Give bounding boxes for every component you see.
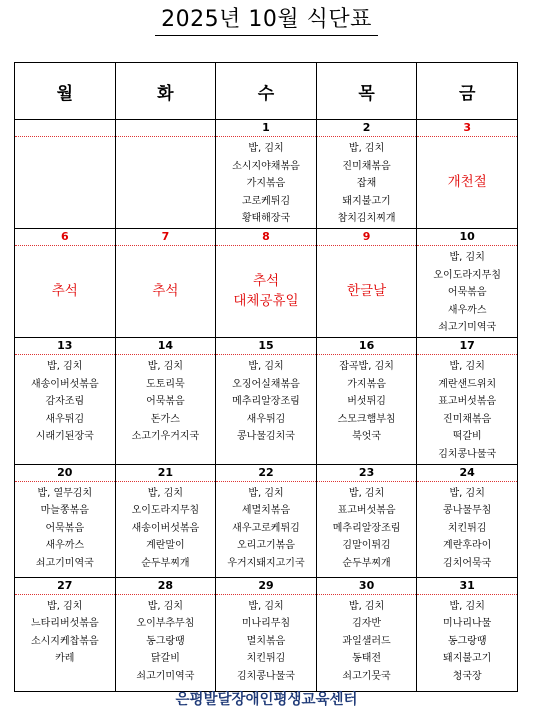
- date-number: 30: [317, 578, 417, 595]
- menu-item: 마늘쫑볶음: [40, 505, 89, 517]
- date-number: 22: [216, 465, 316, 482]
- menu-item: 동태전: [352, 653, 382, 665]
- menu-item: 세멸치볶음: [241, 505, 291, 517]
- menu-item: 밥, 김치: [147, 487, 184, 499]
- menu-item: 표고버섯볶음: [438, 396, 497, 408]
- menu-item: 밥, 김치: [248, 360, 284, 372]
- day-cell: [316, 228, 417, 337]
- menu-item: 오리고기볶음: [237, 540, 295, 552]
- menu-item: 계란말이: [146, 540, 185, 552]
- holiday-name: 대체공휴일: [233, 293, 299, 310]
- menu-list: [417, 355, 517, 464]
- holiday-label: [417, 137, 517, 228]
- menu-item: 밥, 김치: [449, 600, 485, 612]
- menu-item: 우거지돼지고기국: [227, 557, 305, 569]
- menu-list: [216, 355, 316, 446]
- weekday-header-tue: 화: [115, 63, 216, 120]
- menu-item: 김치어묵국: [443, 557, 492, 569]
- menu-list: [417, 482, 517, 573]
- day-cell: [15, 577, 116, 691]
- date-number: [15, 120, 115, 137]
- day-cell: [115, 228, 216, 337]
- date-number: 15: [216, 338, 316, 355]
- day-cell: [15, 464, 116, 577]
- date-number: 14: [116, 338, 216, 355]
- menu-item: 과일샐러드: [342, 635, 391, 647]
- menu-item: 미나리무침: [241, 618, 291, 630]
- day-cell: [417, 337, 518, 464]
- day-cell: [417, 577, 518, 691]
- menu-item: 카레: [55, 653, 75, 665]
- menu-item: 가지볶음: [246, 178, 286, 190]
- date-number: 9: [317, 229, 417, 246]
- menu-item: 순두부찌개: [141, 557, 190, 569]
- menu-list: [116, 482, 216, 573]
- day-cell: [216, 337, 317, 464]
- menu-item: 계란샌드위치: [438, 378, 497, 390]
- date-number: 29: [216, 578, 316, 595]
- menu-item: 오징어실채볶음: [232, 378, 300, 390]
- menu-item: 밥, 김치: [147, 600, 184, 612]
- menu-item: 밥, 김치: [348, 600, 385, 612]
- menu-item: 치킨튀김: [246, 653, 286, 665]
- menu-list: [317, 595, 417, 686]
- meal-calendar-table: [14, 62, 518, 692]
- menu-item: 콩나물김치국: [237, 431, 295, 443]
- menu-list: [116, 595, 216, 686]
- menu-item: 밥, 김치: [449, 360, 485, 372]
- menu-item: 어묵볶음: [146, 396, 185, 408]
- day-cell: [15, 228, 116, 337]
- menu-item: 새우고로케튀김: [232, 522, 300, 534]
- menu-item: 동그랑땡: [146, 635, 185, 647]
- day-cell: [417, 464, 518, 577]
- holiday-label: [216, 246, 316, 337]
- menu-item: 쇠고기뭇국: [342, 670, 391, 682]
- menu-list: [116, 355, 216, 446]
- menu-item: 진미채볶음: [443, 413, 492, 425]
- menu-item: 치킨튀김: [447, 522, 487, 534]
- menu-item: 미나리나물: [443, 618, 492, 630]
- day-cell: [417, 228, 518, 337]
- menu-item: 어묵볶음: [447, 287, 487, 299]
- menu-list: [216, 595, 316, 686]
- menu-item: 오이도라지무침: [433, 269, 501, 281]
- menu-item: 고로케튀김: [241, 195, 291, 207]
- menu-item: 쇠고기미역국: [136, 670, 195, 682]
- menu-list: [15, 355, 115, 446]
- date-number: 17: [417, 338, 517, 355]
- week-row: [15, 577, 518, 691]
- menu-item: 새우까스: [447, 304, 487, 316]
- menu-item: 감자조림: [45, 396, 85, 408]
- day-cell: [216, 228, 317, 337]
- day-cell: [115, 464, 216, 577]
- weekday-header-mon: 월: [15, 63, 116, 120]
- day-cell: [417, 120, 518, 229]
- menu-item: 도토리묵: [146, 378, 185, 390]
- day-cell: [115, 120, 216, 229]
- weekday-header-wed: 수: [216, 63, 317, 120]
- menu-item: 어묵볶음: [45, 522, 85, 534]
- date-number: 28: [116, 578, 216, 595]
- menu-item: 김치콩나물국: [237, 670, 295, 682]
- menu-list: [15, 137, 115, 140]
- menu-item: 동그랑땡: [447, 635, 487, 647]
- day-cell: [216, 577, 317, 691]
- weekday-header-thu: 목: [316, 63, 417, 120]
- date-number: 3: [417, 120, 517, 137]
- menu-item: 느타리버섯볶음: [30, 618, 99, 630]
- menu-item: 김자반: [352, 618, 382, 630]
- date-number: 16: [317, 338, 417, 355]
- menu-item: 새우까스: [45, 540, 85, 552]
- menu-item: 북엇국: [352, 431, 382, 443]
- menu-item: 돈가스: [150, 413, 180, 425]
- menu-item: 밥, 열무김치: [37, 487, 93, 499]
- week-row: [15, 464, 518, 577]
- day-cell: [115, 577, 216, 691]
- page-title: 2025년 10월 식단표: [155, 2, 378, 36]
- holiday-label: [317, 246, 417, 337]
- menu-item: 콩나물무침: [443, 505, 492, 517]
- menu-item: 새송이버섯볶음: [131, 522, 200, 534]
- date-number: 13: [15, 338, 115, 355]
- menu-list: [15, 595, 115, 668]
- menu-list: [216, 137, 316, 228]
- menu-list: [15, 482, 115, 573]
- menu-item: 쇠고기미역국: [438, 322, 497, 334]
- day-cell: [316, 337, 417, 464]
- date-number: 2: [317, 120, 417, 137]
- holiday-label: [15, 246, 115, 337]
- menu-item: 메추리알장조림: [232, 396, 300, 408]
- menu-item: 밥, 김치: [348, 143, 385, 154]
- menu-item: 멸치볶음: [246, 635, 286, 647]
- menu-item: 닭갈비: [150, 653, 180, 665]
- menu-item: 밥, 김치: [348, 487, 385, 499]
- menu-item: 돼지불고기: [342, 195, 391, 207]
- date-number: 23: [317, 465, 417, 482]
- menu-item: 참치김치찌개: [337, 213, 396, 225]
- day-cell: [115, 337, 216, 464]
- day-cell: [316, 577, 417, 691]
- weekday-header-fri: 금: [417, 63, 518, 120]
- menu-item: 오이부추무침: [136, 618, 195, 630]
- menu-list: [317, 355, 417, 446]
- menu-item: 밥, 김치: [47, 600, 83, 612]
- menu-item: 밥, 김치: [449, 487, 485, 499]
- menu-item: 잡채: [356, 178, 377, 190]
- menu-item: 밥, 김치: [147, 360, 184, 372]
- menu-item: 시래기된장국: [35, 431, 94, 443]
- week-row: [15, 228, 518, 337]
- menu-list: [216, 482, 316, 573]
- menu-item: 김치콩나물국: [438, 448, 497, 460]
- menu-item: 진미채볶음: [342, 160, 391, 172]
- date-number: [116, 120, 216, 137]
- menu-item: 청국장: [452, 670, 482, 682]
- day-cell: [15, 120, 116, 229]
- holiday-name: 추석: [152, 283, 179, 300]
- menu-item: 돼지불고기: [443, 653, 492, 665]
- day-cell: [316, 120, 417, 229]
- menu-list: [417, 246, 517, 337]
- menu-list: [417, 595, 517, 686]
- holiday-name: 추석: [252, 273, 280, 290]
- menu-item: 밥, 김치: [449, 251, 485, 263]
- day-cell: [15, 337, 116, 464]
- holiday-name: 추석: [51, 283, 78, 300]
- menu-item: 순두부찌개: [342, 557, 391, 569]
- date-number: 21: [116, 465, 216, 482]
- date-number: 31: [417, 578, 517, 595]
- menu-item: 스모크햄부침: [337, 413, 396, 425]
- menu-item: 버섯튀김: [347, 396, 386, 408]
- menu-item: 소시지케찹볶음: [30, 635, 99, 647]
- date-number: 24: [417, 465, 517, 482]
- menu-item: 메추리알장조림: [332, 522, 401, 534]
- date-number: 8: [216, 229, 316, 246]
- weekday-header-row: [15, 63, 518, 120]
- menu-item: 새송이버섯볶음: [30, 378, 99, 390]
- menu-item: 김말이튀김: [342, 540, 391, 552]
- date-number: 1: [216, 120, 316, 137]
- menu-item: 가지볶음: [347, 378, 386, 390]
- day-cell: [216, 120, 317, 229]
- date-number: 6: [15, 229, 115, 246]
- holiday-name: 한글날: [347, 283, 387, 300]
- menu-item: 떡갈비: [452, 431, 482, 443]
- menu-item: 밥, 김치: [248, 600, 284, 612]
- holiday-label: [116, 246, 216, 337]
- menu-item: 밥, 김치: [248, 143, 284, 154]
- day-cell: [316, 464, 417, 577]
- menu-item: 오이도라지무침: [131, 505, 200, 517]
- week-row: [15, 337, 518, 464]
- menu-item: 밥, 김치: [47, 360, 83, 372]
- day-cell: [216, 464, 317, 577]
- footer-organization: 은평발달장애인평생교육센터: [175, 692, 358, 708]
- date-number: 20: [15, 465, 115, 482]
- date-number: 27: [15, 578, 115, 595]
- menu-list: [116, 137, 216, 140]
- menu-item: 황태해장국: [241, 213, 291, 225]
- menu-item: 소시지야채볶음: [232, 160, 300, 172]
- menu-item: 밥, 김치: [248, 487, 284, 499]
- menu-item: 표고버섯볶음: [337, 505, 396, 517]
- date-number: 7: [116, 229, 216, 246]
- holiday-name: 개천절: [447, 174, 487, 191]
- menu-item: 쇠고기미역국: [35, 557, 94, 569]
- menu-item: 잡곡밥, 김치: [339, 360, 394, 372]
- menu-item: 새우튀김: [45, 413, 85, 425]
- menu-item: 소고기우거지국: [131, 431, 200, 443]
- week-row: [15, 120, 518, 229]
- menu-item: 계란후라이: [443, 540, 492, 552]
- menu-list: [317, 137, 417, 228]
- menu-list: [317, 482, 417, 573]
- menu-item: 새우튀김: [246, 413, 286, 425]
- date-number: 10: [417, 229, 517, 246]
- title-area: [0, 0, 533, 40]
